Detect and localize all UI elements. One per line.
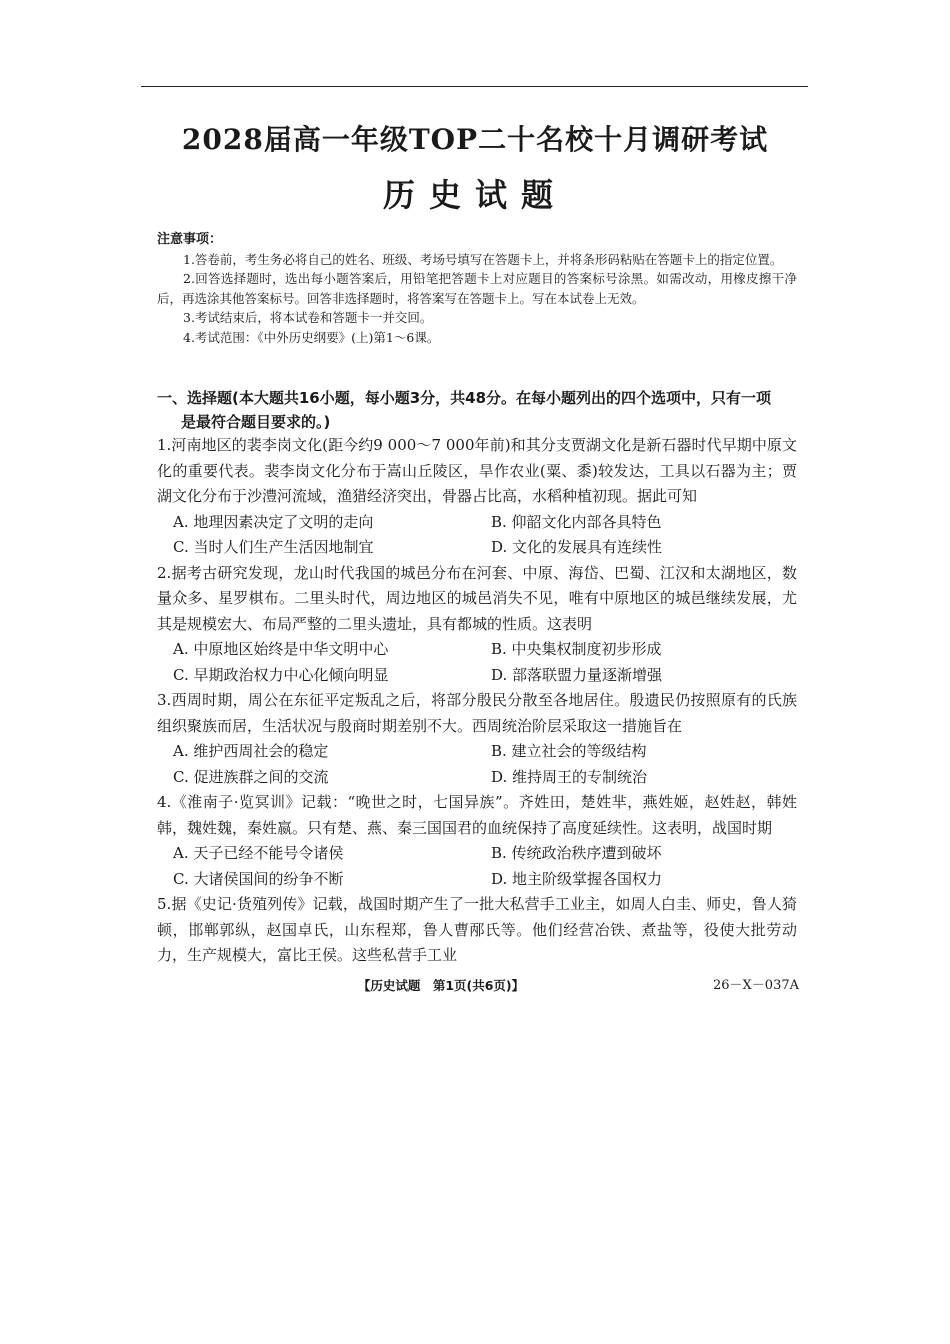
question-3 [157, 688, 797, 790]
option-d: D. 部落联盟力量逐渐增强 [491, 665, 663, 684]
question-stem: 1.河南地区的裴李岗文化(距今约9 000～7 000年前)和其分支贾湖文化是新石器时代早期中原文化的重要代表。裴李岗文化分布于嵩山丘陵区，旱作农业(粟、黍)较发达，工具以石器为主；贾湖文化分布于沙澧河流域，渔猎经济突出，骨器占比高，水稻种植初现。据此可知 [157, 436, 797, 505]
section-heading [157, 386, 797, 434]
option-d: D. 地主阶级掌握各国权力 [491, 869, 663, 888]
notice-block [157, 230, 797, 347]
option-a: A. 维护西周社会的稳定 [173, 742, 329, 760]
option-d: D. 维持周王的专制统治 [491, 767, 648, 786]
question-5 [157, 892, 797, 969]
question-stem: 3.西周时期，周公在东征平定叛乱之后，将部分殷民分散至各地居住。殷遗民仍按照原有的氏族组织聚族而居，生活状况与殷商时期差别不大。西周统治阶层采取这一措施旨在 [157, 691, 797, 735]
question-1 [157, 433, 797, 561]
question-list [157, 433, 797, 969]
exam-code: 26－X－037A [713, 978, 799, 993]
option-a: A. 天子已经不能号令诸侯 [173, 844, 344, 862]
option-d: D. 文化的发展具有连续性 [491, 538, 663, 556]
question-stem: 5.据《史记·货殖列传》记载，战国时期产生了一批大私营手工业主，如周人白圭、师史，鲁人猗顿，邯郸郭纵，赵国卓氏，山东程郑，鲁人曹邴氏等。他们经营冶铁、煮盐等，役使大批劳动力，生产规模大，富比王侯。这些私营手工业 [157, 895, 797, 964]
option-b: B. 建立社会的等级结构 [491, 742, 647, 760]
option-c: C. 早期政治权力中心化倾向明显 [173, 665, 389, 684]
question-2 [157, 561, 797, 689]
section-line-2: 是最符合题目要求的。) [181, 413, 331, 431]
question-stem: 4.《淮南子·览冥训》记载：“晚世之时，七国异族”。齐姓田，楚姓芈，燕姓姬，赵姓赵，韩姓韩，魏姓魏，秦姓嬴。只有楚、燕、秦三国国君的血统保持了高度延续性。这表明，战国时期 [157, 793, 797, 837]
top-rule [141, 86, 808, 87]
option-list [157, 739, 797, 790]
page-footer [141, 974, 799, 998]
question-4 [157, 790, 797, 892]
option-b: B. 中央集权制度初步形成 [491, 640, 662, 658]
option-list [157, 841, 797, 892]
option-c: C. 促进族群之间的交流 [173, 767, 329, 786]
notice-item: 1.答卷前，考生务必将自己的姓名、班级、考场号填写在答题卡上，并将条形码粘贴在答题卡上的指定位置。 [183, 251, 783, 267]
notice-item: 4.考试范围：《中外历史纲要》(上)第1～6课。 [183, 329, 440, 345]
option-list [157, 510, 797, 561]
notice-heading: 注意事项： [157, 232, 223, 247]
page-number-label: 【历史试题 第1页(共6页)】 [357, 978, 525, 993]
option-a: A. 地理因素决定了文明的走向 [173, 512, 374, 531]
notice-item: 3.考试结束后，将本试卷和答题卡一并交回。 [183, 310, 433, 325]
question-stem: 2.据考古研究发现，龙山时代我国的城邑分布在河套、中原、海岱、巴蜀、江汉和太湖地区，数量众多、星罗棋布。二里头时代，周边地区的城邑消失不见，唯有中原地区的城邑继续发展，尤其是规模宏大、布局严整的二里头遗址，具有都城的性质。这表明 [157, 563, 797, 633]
option-c: C. 大诸侯国间的纷争不断 [173, 869, 344, 888]
subject-title: 历史试题 [382, 176, 567, 214]
exam-title: 2028届高一年级TOP二十名校十月调研考试 [181, 123, 769, 156]
option-b: B. 传统政治秩序遭到破坏 [491, 844, 662, 862]
option-c: C. 当时人们生产生活因地制宜 [173, 538, 374, 556]
option-a: A. 中原地区始终是中华文明中心 [173, 640, 389, 658]
section-line-1: 一、选择题(本大题共16小题，每小题3分，共48分。在每小题列出的四个选项中，只有一项 [157, 389, 772, 407]
option-list [157, 637, 797, 688]
notice-item: 2.回答选择题时，选出每小题答案后，用铅笔把答题卡上对应题目的答案标号涂黑。如需改动，用橡皮擦干净后，再选涂其他答案标号。回答非选择题时，将答案写在答题卡上。写在本试卷上无效。 [157, 271, 797, 306]
option-b: B. 仰韶文化内部各具特色 [491, 512, 662, 531]
